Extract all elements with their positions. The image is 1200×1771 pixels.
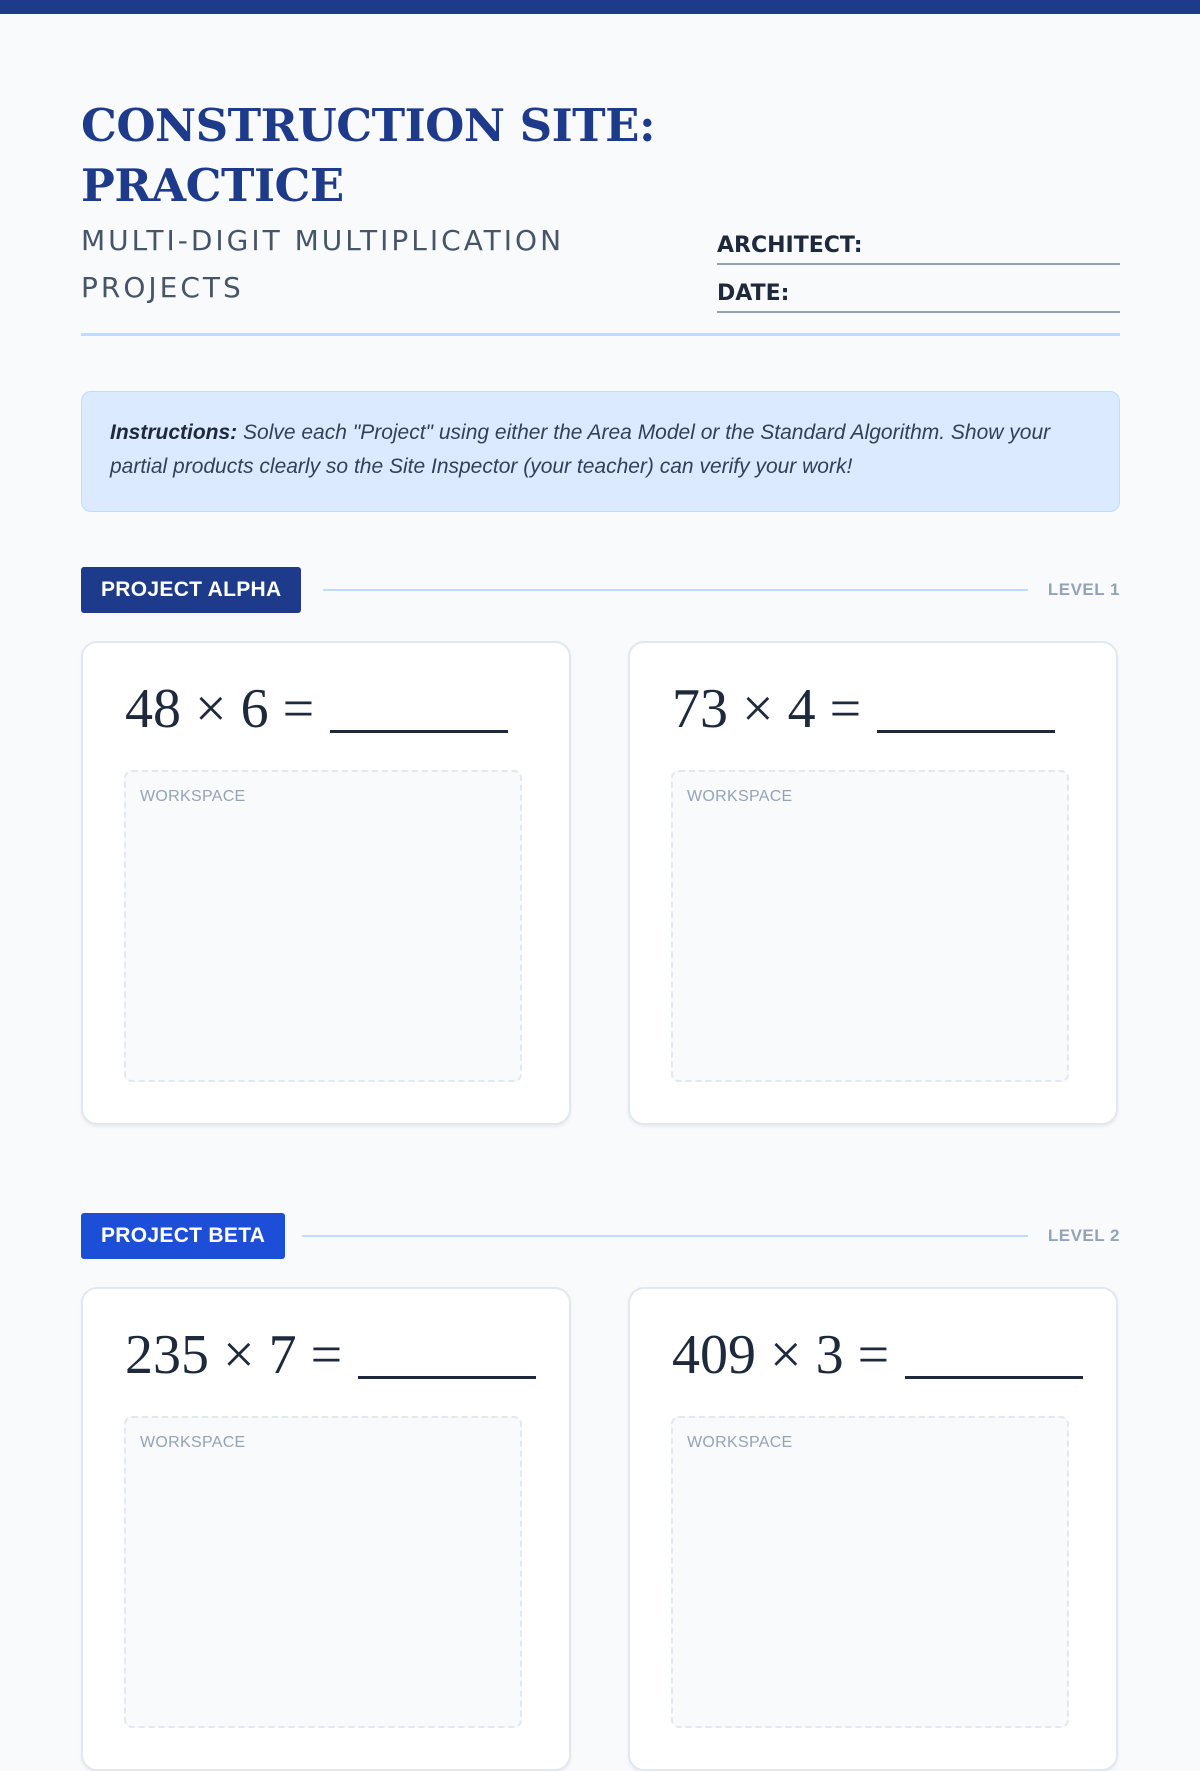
- workspace-label: WORKSPACE: [140, 788, 246, 805]
- operand-b: 4: [787, 678, 816, 740]
- instructions-box: [81, 391, 1120, 512]
- title-line-1: CONSTRUCTION SITE:: [81, 99, 656, 152]
- project-tag: PROJECT BETA: [81, 1213, 285, 1259]
- equals-sign: =: [310, 1324, 343, 1386]
- times-sign: ×: [195, 678, 227, 740]
- times-sign: ×: [742, 678, 774, 740]
- level-label: LEVEL 1: [1047, 580, 1120, 599]
- worksheet-header: [81, 14, 1120, 337]
- workspace-label: WORKSPACE: [140, 1434, 246, 1451]
- operand-a: 409: [672, 1324, 756, 1386]
- times-sign: ×: [770, 1324, 802, 1386]
- problem-card: [81, 641, 571, 1125]
- problem-card: [81, 1287, 571, 1771]
- workspace-area[interactable]: [124, 1416, 522, 1728]
- problem-equation: [672, 677, 1055, 741]
- title-line-2: PRACTICE: [81, 159, 344, 212]
- worksheet-page: [81, 14, 1120, 1451]
- section-divider: [302, 1235, 1028, 1237]
- section-header: [81, 567, 1120, 613]
- problem-equation: [125, 1323, 536, 1387]
- date-label: DATE:: [717, 281, 790, 306]
- answer-blank[interactable]: [877, 730, 1055, 733]
- instructions-text: Solve each "Project" using either the Area Model or the Standard Algorithm. Show your partial products clearly so the Site Inspector (your teacher) can verify your work!: [110, 421, 1051, 478]
- operand-a: 235: [125, 1324, 209, 1386]
- architect-field[interactable]: [717, 221, 1120, 265]
- project-tag: PROJECT ALPHA: [81, 567, 301, 613]
- section-divider: [323, 589, 1028, 591]
- section-project-alpha: [81, 567, 1120, 805]
- equals-sign: =: [857, 1324, 890, 1386]
- page-subtitle: MULTI-DIGIT MULTIPLICATION PROJECTS: [81, 224, 565, 304]
- date-field[interactable]: [717, 269, 1120, 313]
- section-header: [81, 1213, 1120, 1259]
- workspace-area[interactable]: [124, 770, 522, 1082]
- operand-b: 3: [815, 1324, 844, 1386]
- workspace-label: WORKSPACE: [687, 788, 793, 805]
- answer-blank[interactable]: [905, 1376, 1083, 1379]
- problem-card: [628, 1287, 1118, 1771]
- workspace-label: WORKSPACE: [687, 1434, 793, 1451]
- answer-blank[interactable]: [358, 1376, 536, 1379]
- section-project-beta: [81, 1213, 1120, 1451]
- workspace-area[interactable]: [671, 1416, 1069, 1728]
- level-label: LEVEL 2: [1047, 1226, 1120, 1245]
- top-accent-bar: [0, 0, 1200, 14]
- answer-blank[interactable]: [330, 730, 508, 733]
- student-info: [717, 221, 1120, 317]
- equals-sign: =: [282, 678, 315, 740]
- page-title: [81, 96, 655, 216]
- problem-equation: [125, 677, 508, 741]
- equals-sign: =: [829, 678, 862, 740]
- problem-card: [628, 641, 1118, 1125]
- problem-equation: [672, 1323, 1083, 1387]
- header-divider: [81, 333, 1120, 336]
- workspace-area[interactable]: [671, 770, 1069, 1082]
- operand-b: 6: [240, 678, 269, 740]
- operand-a: 48: [125, 678, 181, 740]
- operand-a: 73: [672, 678, 728, 740]
- operand-b: 7: [268, 1324, 297, 1386]
- times-sign: ×: [223, 1324, 255, 1386]
- instructions-label: Instructions:: [110, 421, 238, 444]
- architect-label: ARCHITECT:: [717, 233, 863, 258]
